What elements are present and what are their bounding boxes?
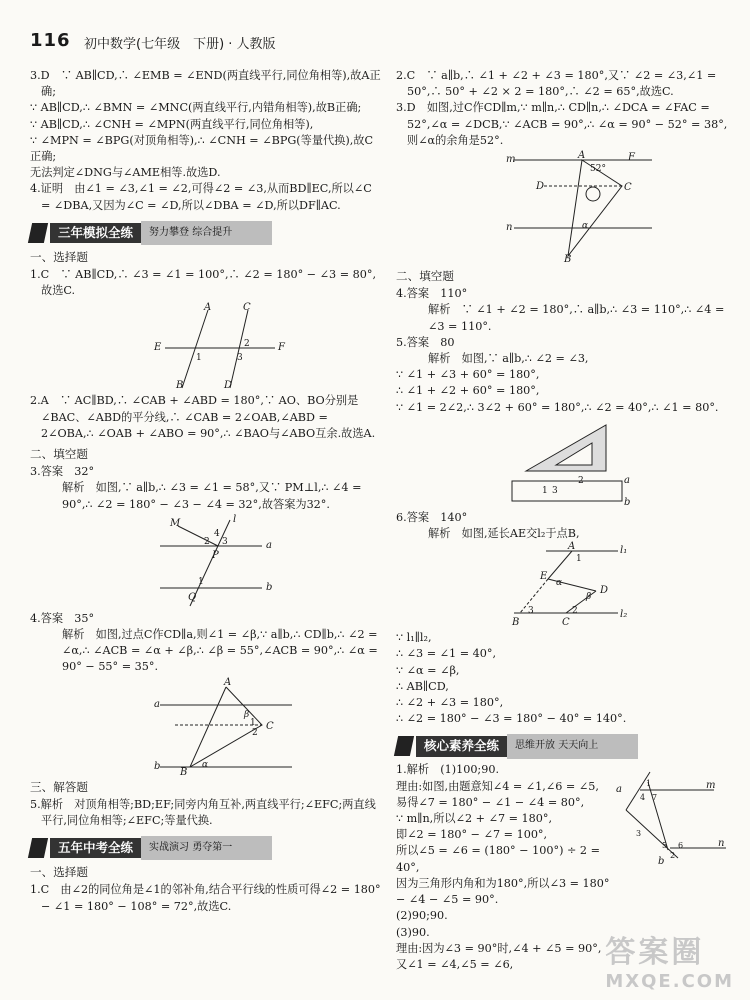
left-column xyxy=(30,68,382,915)
banner-icon xyxy=(394,736,414,756)
core-q1-line: 又∠1 = ∠4,∠5 = ∠6, xyxy=(396,957,514,971)
core-q1-line: 所以∠5 = ∠6 = (180° − 100°) ÷ 2 = 40°, xyxy=(396,844,600,874)
figure-svg xyxy=(396,152,732,264)
label-a: a xyxy=(624,474,630,486)
fill-q6-line: ∴ AB∥CD, xyxy=(396,679,449,693)
label-l2: l₂ xyxy=(620,609,628,621)
fill-q3-analysis: 解析 如图,∵ a∥b,∴ ∠3 = ∠1 = 58°,又∵ PM⊥l,∴ ∠4 = 90°,∴ ∠2 = 180° − ∠3 − ∠4 = 32°,故答案为32°. xyxy=(62,481,362,511)
figure-set-square xyxy=(396,419,732,507)
answer-q1: 1.C ∵ AB∥CD,∴ ∠3 = ∠1 = 100°,∴ ∠2 = 180° − ∠3 = 80°,故选C. xyxy=(30,268,377,298)
label-A: A xyxy=(578,150,586,162)
core-q1-line: 理由:因为∠3 = 90°时,∠4 + ∠5 = 90°, xyxy=(396,941,602,955)
label-a: a xyxy=(154,698,160,710)
angle-1: 1 xyxy=(576,554,582,565)
banner-core-literacy xyxy=(396,735,732,757)
answer-q2c: 2.C ∵ a∥b,∴ ∠1 + ∠2 + ∠3 = 180°,又∵ ∠2 = ∠3,∠1 = 50°,∴ 50° + ∠2 × 2 = 180°,∴ ∠2 = 65°,故选C. xyxy=(396,69,717,99)
fill-q4-analysis: 解析 如图,过点C作CD∥a,则∠1 = ∠β,∵ a∥b,∴ CD∥b,∴ ∠2 = ∠α,∴ ∠ACB = ∠α + ∠β,∴ ∠β = 55°,∠ACB = 90°,∴ ∠α = 90° − 55° = 35°. xyxy=(62,628,378,674)
core-q1-line: (2)90;90. xyxy=(396,909,448,923)
fill-q6-line: ∴ ∠3 = ∠1 = 40°, xyxy=(396,647,497,661)
label-C: C xyxy=(266,720,274,732)
answer-q1b: 1.C 由∠2的同位角是∠1的邻补角,结合平行线的性质可得∠2 = 180° − ∠1 = 180° − 108° = 72°,故选C. xyxy=(30,883,381,913)
label-m: m xyxy=(506,154,516,166)
angle-5: 5 xyxy=(662,841,668,851)
fill-q6-line: ∵ l₁∥l₂, xyxy=(396,631,432,645)
angle-2: 2 xyxy=(572,606,578,617)
angle-alpha: α xyxy=(582,221,589,232)
label-D: D xyxy=(600,585,609,597)
label-E: E xyxy=(540,571,548,583)
angle-3: 3 xyxy=(222,536,228,547)
banner-title: 核心素养全练 xyxy=(416,736,507,756)
angle-2: 2 xyxy=(670,851,676,861)
watermark-text: 答案圈 xyxy=(605,935,705,970)
angle-3: 3 xyxy=(552,485,558,496)
label-B: B xyxy=(564,254,572,266)
fill-q5-answer: 5.答案 80 xyxy=(396,335,455,349)
angle-alpha: α xyxy=(556,578,563,589)
angle-2: 2 xyxy=(204,536,210,547)
fill-q4-answer: 4.答案 110° xyxy=(396,287,468,301)
angle-6: 6 xyxy=(678,841,684,851)
figure-svg xyxy=(622,768,732,866)
figure-parallel-lines xyxy=(30,302,382,390)
q3-line: ∵ AB∥CD,∴ ∠CNH = ∠MPN(两直线平行,同位角相等), xyxy=(30,117,314,131)
section-heading: 一、选择题 xyxy=(30,865,88,880)
angle-beta: β xyxy=(586,592,592,603)
angle-1: 1 xyxy=(542,485,548,496)
right-column xyxy=(396,68,732,973)
label-b: b xyxy=(658,856,665,868)
label-D: D xyxy=(536,181,545,193)
fill-q5-line: 解析 如图,∵ a∥b,∴ ∠2 = ∠3, xyxy=(428,352,589,366)
angle-3: 3 xyxy=(237,353,243,364)
figure-right-triangle xyxy=(396,152,732,264)
page-number: 116 xyxy=(30,30,71,51)
angle-2: 2 xyxy=(244,339,250,350)
banner-title: 五年中考全练 xyxy=(50,838,141,858)
label-B: B xyxy=(512,617,520,629)
figure-zigzag xyxy=(396,541,732,629)
banner-subtitle: 思维开放 天天向上 xyxy=(507,734,638,758)
label-E: E xyxy=(154,342,162,354)
label-b: b xyxy=(624,496,631,508)
answer-q5: 5.解析 对顶角相等;BD;EF;同旁内角互补,两直线平行;∠EFC;两直线平行,同位角相等;∠EFC;等量代换. xyxy=(30,797,376,828)
label-C: C xyxy=(243,302,251,314)
angle-1: 1 xyxy=(196,353,202,364)
figure-mirror xyxy=(616,768,732,868)
core-q1-line: (3)90. xyxy=(396,925,430,939)
figure-svg xyxy=(30,516,382,608)
label-b: b xyxy=(266,581,273,593)
banner-subtitle: 努力攀登 综合提升 xyxy=(141,221,272,245)
q4-proof: 4.证明 由∠1 = ∠3,∠1 = ∠2,可得∠2 = ∠3,从而BD∥EC,所以∠C = ∠DBA,又因为∠C = ∠D,所以∠DBA = ∠D,所以DF∥AC. xyxy=(30,182,372,212)
core-q1-line: 因为三角形内角和为180°,所以∠3 = 180° − ∠4 − ∠5 = 90°. xyxy=(396,876,610,907)
label-D: D xyxy=(224,380,233,392)
label-a: a xyxy=(616,784,622,796)
label-F: F xyxy=(278,342,285,354)
label-b: b xyxy=(154,760,161,772)
q3-line: 3.D ∵ AB∥CD,∴ ∠EMB = ∠END(两直线平行,同位角相等),故A正确; xyxy=(30,69,381,99)
label-M: M xyxy=(170,517,181,529)
figure-svg xyxy=(396,419,732,507)
angle-beta: β xyxy=(244,709,250,720)
angle-4: 4 xyxy=(640,793,646,803)
label-A: A xyxy=(224,676,232,688)
watermark xyxy=(605,927,734,992)
angle-7: 7 xyxy=(652,793,658,803)
core-q1-line: 易得∠7 = 180° − ∠1 − ∠4 = 80°, xyxy=(396,795,585,809)
label-l1: l₁ xyxy=(620,545,628,557)
page-header xyxy=(30,30,730,58)
book-title: 初中数学(七年级 下册) · 人教版 xyxy=(84,37,276,52)
figure-perpendicular xyxy=(30,513,382,608)
angle-1: 1 xyxy=(250,717,256,728)
label-B: B xyxy=(180,766,188,778)
banner-five-year xyxy=(30,837,382,859)
label-n: n xyxy=(718,838,725,850)
banner-icon xyxy=(28,838,48,858)
banner-title: 三年模拟全练 xyxy=(50,223,141,243)
figure-triangle-parallel xyxy=(30,676,382,778)
core-q1-line: 理由:如图,由题意知∠4 = ∠1,∠6 = ∠5, xyxy=(396,779,599,793)
label-m: m xyxy=(706,780,716,792)
label-A: A xyxy=(204,302,212,314)
core-q1-line: 1.解析 (1)100;90. xyxy=(396,763,499,777)
angle-1: 1 xyxy=(646,779,652,789)
core-q1-line: 即∠2 = 180° − ∠7 = 100°, xyxy=(396,828,548,842)
angle-1: 1 xyxy=(198,576,204,587)
label-n: n xyxy=(506,222,513,234)
q3-line: ∵ AB∥CD,∴ ∠BMN = ∠MNC(两直线平行,内错角相等),故B正确; xyxy=(30,101,362,115)
fill-q6-line: ∵ ∠α = ∠β, xyxy=(396,663,460,677)
angle-4: 4 xyxy=(214,528,220,539)
label-a: a xyxy=(266,539,272,551)
answer-q3d: 3.D 如图,过C作CD∥m,∵ m∥n,∴ CD∥n,∴ ∠DCA = ∠FAC = 52°,∠α = ∠DCB,∵ ∠ACB = 90°,∴ ∠α = 90° − 52° = 38°,则∠α的余角是52°. xyxy=(396,101,728,147)
label-B: B xyxy=(176,380,184,392)
fill-q6-answer: 6.答案 140° xyxy=(396,510,468,524)
fill-q5-line: ∴ ∠1 + ∠2 + 60° = 180°, xyxy=(396,384,540,398)
core-q1-line: ∵ m∥n,所以∠2 + ∠7 = 180°, xyxy=(396,812,553,826)
angle-3: 3 xyxy=(528,606,534,617)
angle-alpha: α xyxy=(202,759,209,770)
fill-q5-line: ∵ ∠1 = 2∠2,∴ 3∠2 + 60° = 180°,∴ ∠2 = 40°,∴ ∠1 = 80°. xyxy=(396,400,719,414)
banner-three-year xyxy=(30,222,382,244)
fill-q6-line: ∴ ∠2 = 180° − ∠3 = 180° − 40° = 140°. xyxy=(396,712,627,726)
fill-q4-answer: 4.答案 35° xyxy=(30,611,95,625)
label-Q: Q xyxy=(188,591,197,603)
section-heading: 二、填空题 xyxy=(396,269,454,284)
banner-subtitle: 实战演习 勇夺第一 xyxy=(141,836,272,860)
answer-q2: 2.A ∵ AC∥BD,∴ ∠CAB + ∠ABD = 180°,∵ AO、BO分别是∠BAC、∠ABD的平分线,∴ ∠CAB = 2∠OAB,∠ABD = 2∠OBA,∴ ∠OAB + ∠ABO = 90°,∴ ∠BAO与∠ABO互余.故选A. xyxy=(30,394,376,440)
angle-2: 2 xyxy=(578,475,584,486)
label-C: C xyxy=(562,617,570,629)
section-heading: 一、选择题 xyxy=(30,249,88,264)
section-heading: 二、填空题 xyxy=(30,447,88,462)
label-F: F xyxy=(628,152,635,164)
watermark-url: MXQE.COM xyxy=(605,971,734,992)
angle-52: 52° xyxy=(590,164,606,175)
section-heading: 三、解答题 xyxy=(30,779,88,794)
fill-q3-answer: 3.答案 32° xyxy=(30,465,95,479)
label-l: l xyxy=(233,513,237,525)
q3-line: 无法判定∠DNG与∠AME相等.故选D. xyxy=(30,166,221,180)
label-P: P xyxy=(212,549,219,561)
q3-line: ∵ ∠MPN = ∠BPG(对顶角相等),∴ ∠CNH = ∠BPG(等量代换),故C正确; xyxy=(30,133,374,164)
fill-q6-intro: 解析 如图,延长AE交l₂于点B, xyxy=(428,527,580,541)
label-A: A xyxy=(568,541,576,553)
fill-q4-analysis: 解析 ∵ ∠1 + ∠2 = 180°,∴ a∥b,∴ ∠3 = 110°,∴ ∠4 = ∠3 = 110°. xyxy=(428,303,725,333)
banner-icon xyxy=(28,223,48,243)
angle-3: 3 xyxy=(636,829,642,839)
fill-q5-line: ∵ ∠1 + ∠3 + 60° = 180°, xyxy=(396,368,540,382)
label-C: C xyxy=(624,182,632,194)
angle-2: 2 xyxy=(252,727,258,738)
fill-q6-line: ∴ ∠2 + ∠3 = 180°, xyxy=(396,696,504,710)
